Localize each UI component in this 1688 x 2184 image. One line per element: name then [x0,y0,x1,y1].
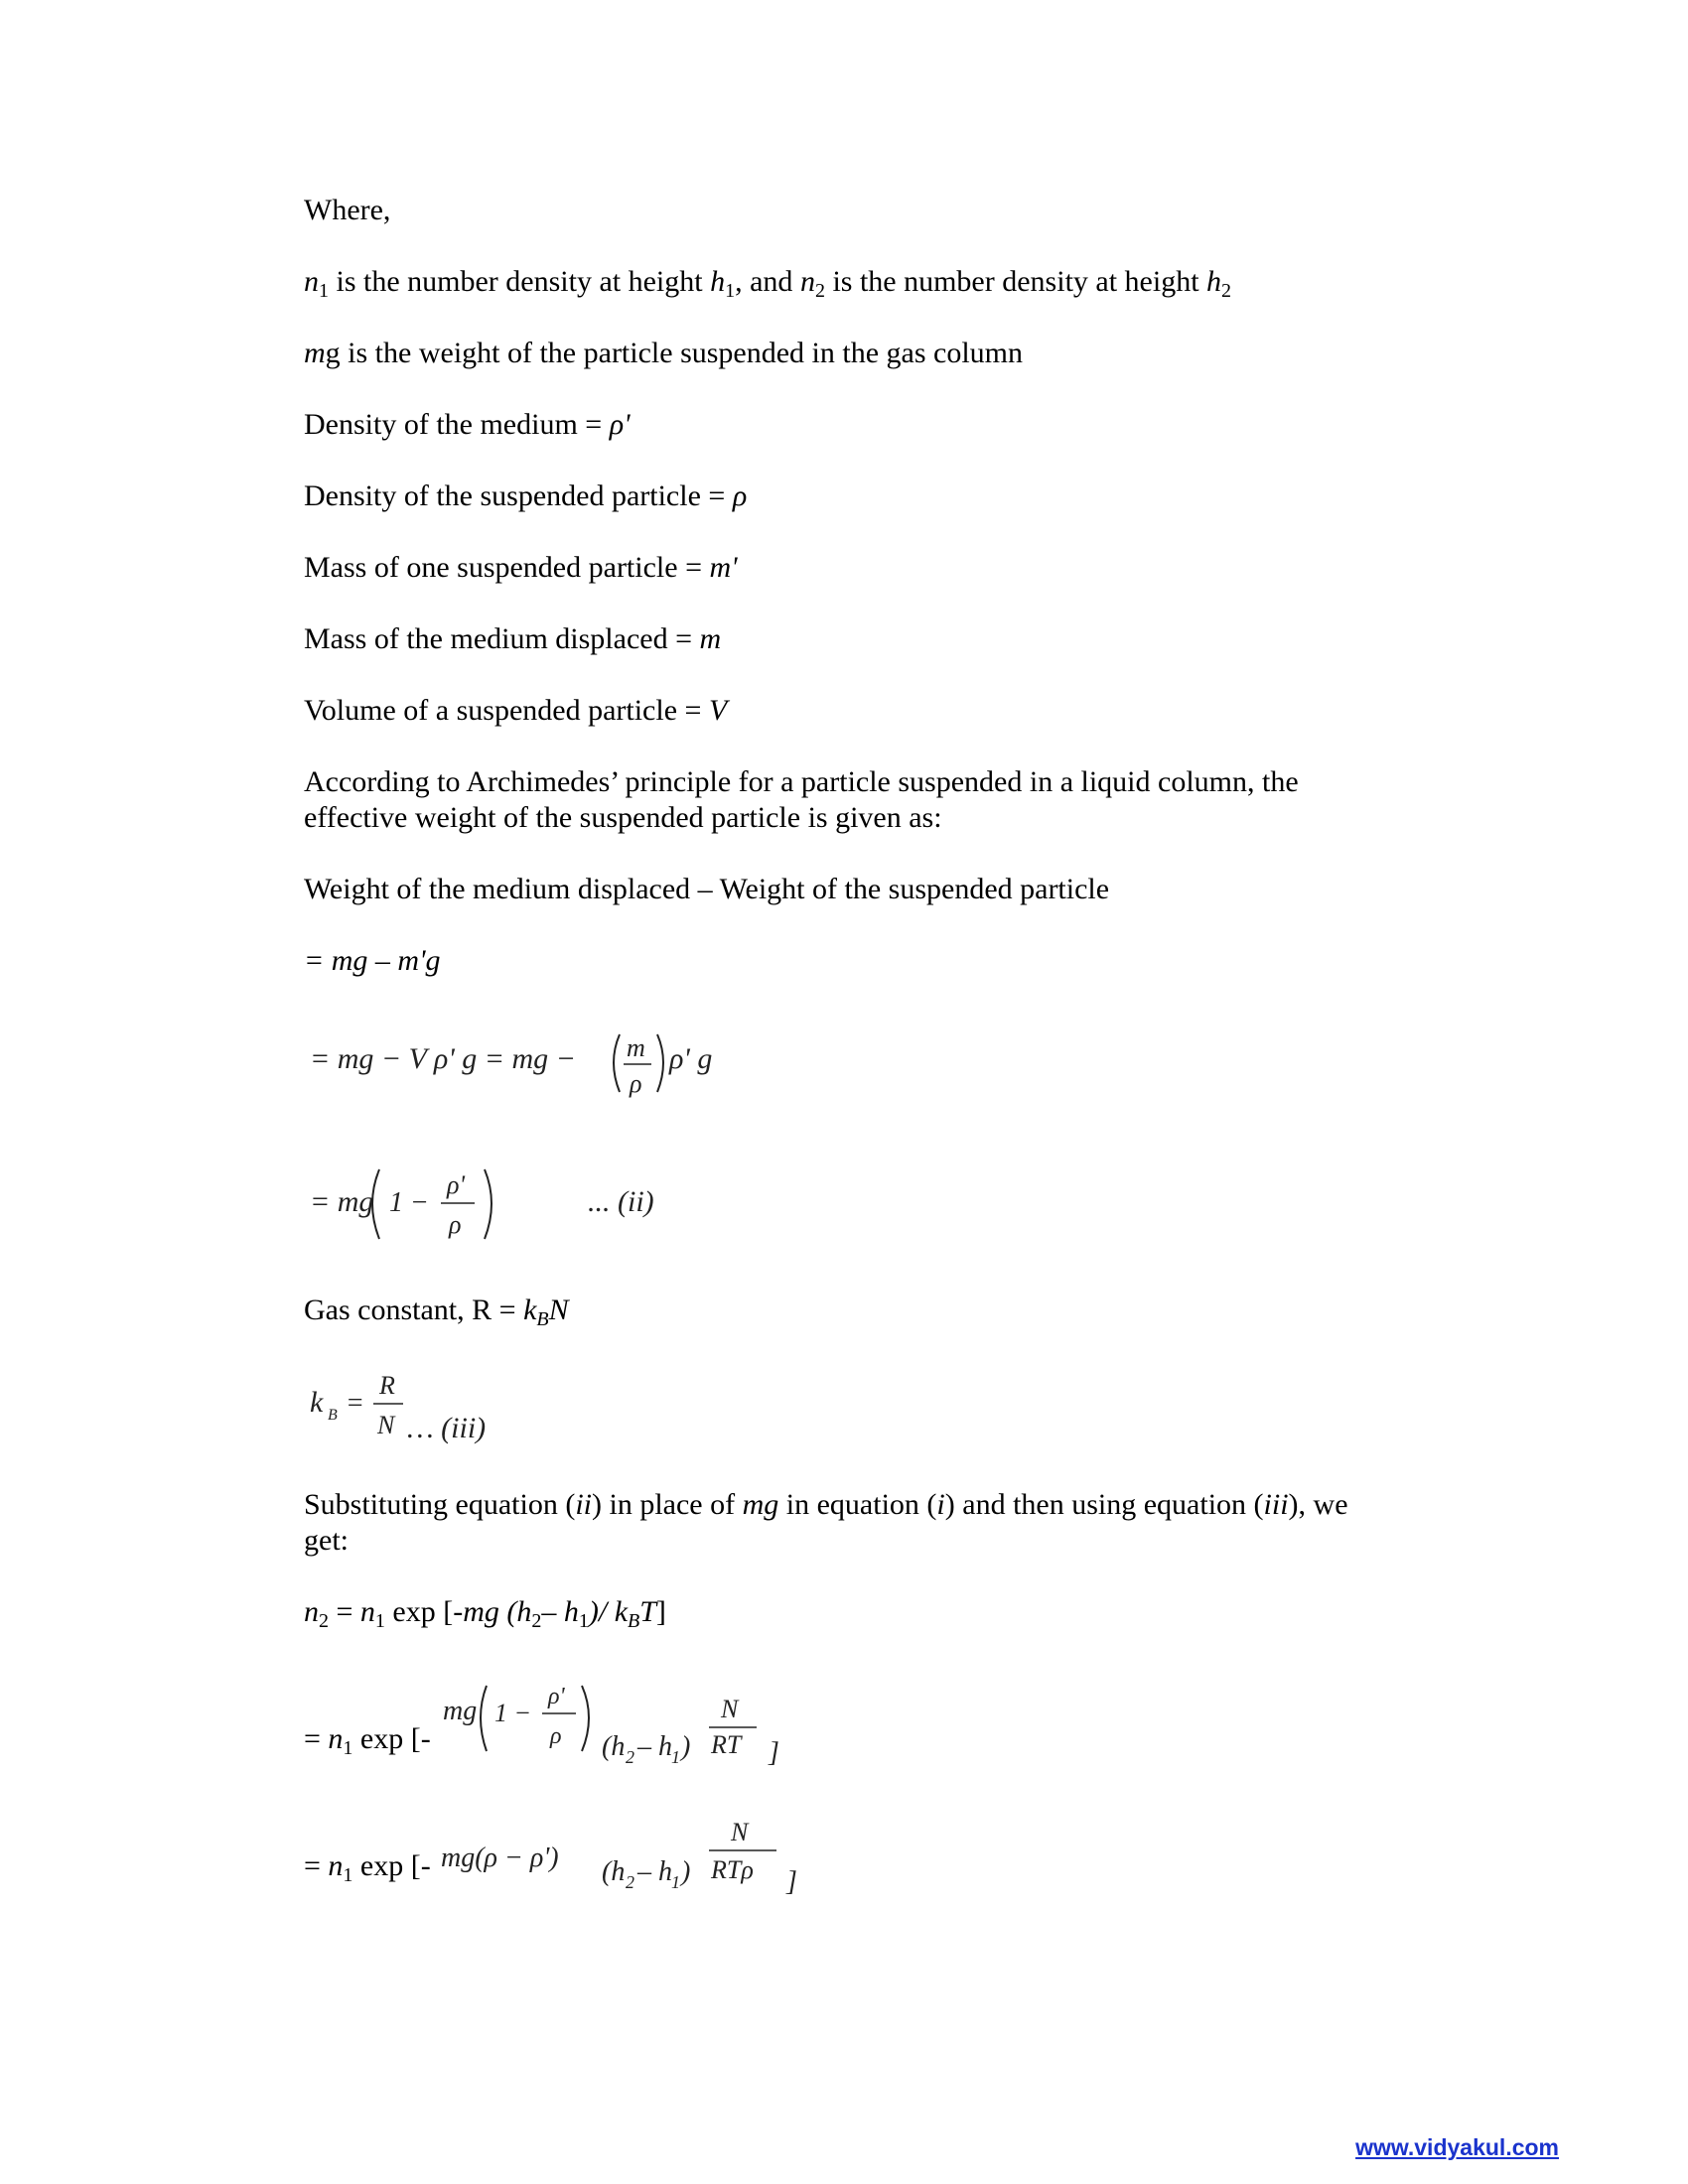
f1-one-minus: 1 − [494,1699,532,1727]
var-m: m [699,622,722,655]
var-k: k [523,1294,537,1326]
sub-1: 1 [343,1737,353,1759]
var-n2: n [304,1595,319,1628]
eq3-tag: … (iii) [407,1412,487,1444]
eq2-one-minus: 1 − [389,1187,429,1218]
var-V: V [708,694,728,727]
f2-bracket: ] [786,1866,797,1897]
var-n2: n [799,265,815,298]
equation-ii-svg [304,1152,701,1251]
expr-mg-h: mg (h [463,1595,532,1628]
var-N: N [548,1294,569,1326]
sub-2: 2 [319,1610,329,1632]
var-T: T [639,1595,656,1628]
equation-ii [304,1152,701,1251]
f2-RTrho: RTρ [711,1855,754,1884]
number-density-definition [304,264,1231,300]
text-fragment: Mass of one suspended particle = [304,551,710,584]
eq2-mg: = mg [310,1185,374,1218]
sub-1: 1 [374,1610,385,1632]
paren-right [657,1034,663,1092]
sub-2: 2 [531,1610,542,1632]
var-h2: h [1206,265,1222,298]
text-fragment: Volume of a suspended particle = [304,694,709,727]
eq2-tag: ... (ii) [588,1185,654,1218]
var-n1: n [328,1849,344,1882]
exp-line-2-fraction [437,1793,814,1902]
var-m-prime: m' [709,551,738,584]
text-fragment: exp [- [384,1595,464,1628]
text-fragment: Gas constant, R = [304,1294,524,1326]
var-n1: n [359,1595,375,1628]
equation-iii [304,1360,562,1459]
eq1-left: = mg − V ρ' g = mg − [310,1042,576,1075]
density-particle-line [304,478,747,514]
f1-RT: RT [711,1730,742,1759]
f2-sub-2: 2 [626,1872,634,1892]
eq1-num-m: m [627,1033,645,1062]
n2-exponential-line [304,1594,666,1630]
sub-B: B [536,1308,549,1330]
f1-h-open: (h [602,1731,626,1762]
f2-h-close: ) [681,1856,691,1887]
weight-definition [304,336,1023,371]
paren-left [614,1034,620,1092]
density-medium-line [304,407,631,443]
substituting-line-2: get: [304,1524,349,1557]
exp-line-2-prefix [304,1848,431,1884]
archimedes-line-2: effective weight of the suspended particle is given as: [304,801,942,834]
equation-iii-svg [304,1360,562,1459]
text-fragment: Substituting equation ( [304,1488,576,1521]
ref-ii: ii [575,1488,592,1521]
volume-line [304,693,727,729]
f2-h-minus: – h [637,1856,672,1887]
where-label: Where, [304,194,391,226]
var-m: m [304,337,326,369]
f2-top: mg(ρ − ρ') [441,1843,559,1873]
text-fragment: ) and then using equation ( [944,1488,1264,1521]
text-fragment: = [329,1595,360,1628]
f2-sub-1: 1 [671,1872,680,1892]
exp-line-1-prefix [304,1721,431,1757]
mass-particle-line [304,550,738,586]
text-fragment: g is the weight of the particle suspended in the gas column [325,337,1024,369]
var-n1: n [328,1722,344,1755]
f1-h-minus: – h [637,1731,672,1762]
var-mg: mg [742,1488,779,1521]
equation-mg-minus: = mg – m'g [304,944,441,977]
f2-h-open: (h [602,1856,626,1887]
f1-num: ρ' [548,1684,565,1709]
eq3-equals: = [346,1388,364,1419]
text-fragment: Density of the suspended particle = [304,479,733,512]
f1-mg: mg [443,1696,478,1726]
var-rho-prime: ρ' [609,408,631,441]
mass-medium-line [304,621,721,657]
sub-1: 1 [725,280,736,302]
eq3-sub-B: B [328,1407,338,1424]
eq3-R: R [379,1371,395,1400]
text-fragment: ] [655,1595,666,1628]
paren-left [481,1686,487,1751]
weight-difference-line: Weight of the medium displaced – Weight of the suspended particle [304,873,1110,905]
sub-2: 2 [1221,280,1232,302]
exp-line-2-svg [437,1793,814,1902]
f1-h-close: ) [681,1731,691,1762]
f1-N: N [721,1695,739,1723]
text-fragment: Density of the medium = [304,408,610,441]
text-fragment: = [304,1849,329,1882]
f2-N: N [731,1818,749,1846]
text-fragment: is the number density at height [329,265,711,298]
text-fragment: is the number density at height [824,265,1207,298]
text-fragment: Mass of the medium displaced = [304,622,700,655]
var-h1: h [710,265,726,298]
sub-2: 2 [814,280,825,302]
f1-sub-1: 1 [671,1747,680,1767]
expr-minus-h: – h [541,1595,579,1628]
sub-1: 1 [343,1864,353,1886]
f1-bracket: ] [769,1737,779,1768]
eq2-den: ρ [449,1210,462,1239]
text-fragment: = [304,1722,329,1755]
text-fragment: ) in place of [592,1488,743,1521]
text-fragment: ), we [1288,1488,1348,1521]
eq3-k: k [310,1386,324,1419]
paren-right [582,1686,589,1751]
eq1-tail: ρ' g [669,1042,713,1075]
substituting-line-1 [304,1487,1348,1523]
f1-den: ρ [550,1723,562,1749]
text-fragment: exp [- [352,1849,431,1882]
footer-website-link[interactable]: www.vidyakul.com [1355,2134,1559,2160]
archimedes-line-1: According to Archimedes’ principle for a particle suspended in a liquid column, the [304,765,1299,798]
equation-buoyancy-1-svg [304,1013,761,1112]
var-n1: n [304,265,319,298]
expr-over-k: )/ k [588,1595,629,1628]
sub-B: B [628,1610,640,1632]
sub-1: 1 [578,1610,589,1632]
text-fragment: , and [735,265,800,298]
eq3-N: N [377,1411,395,1439]
exp-line-1-fraction [437,1668,794,1777]
gas-constant-line [304,1293,569,1328]
eq2-num: ρ' [447,1170,466,1199]
text-fragment: exp [- [352,1722,431,1755]
exp-line-1-svg [437,1668,794,1777]
ref-iii: iii [1263,1488,1289,1521]
eq1-den-rho: ρ [630,1069,642,1098]
f1-sub-2: 2 [626,1747,634,1767]
sub-1: 1 [319,280,329,302]
text-fragment: in equation ( [778,1488,937,1521]
var-rho: ρ [732,479,748,512]
paren-right [485,1169,492,1239]
ref-i: i [936,1488,945,1521]
equation-buoyancy-1 [304,1013,761,1112]
